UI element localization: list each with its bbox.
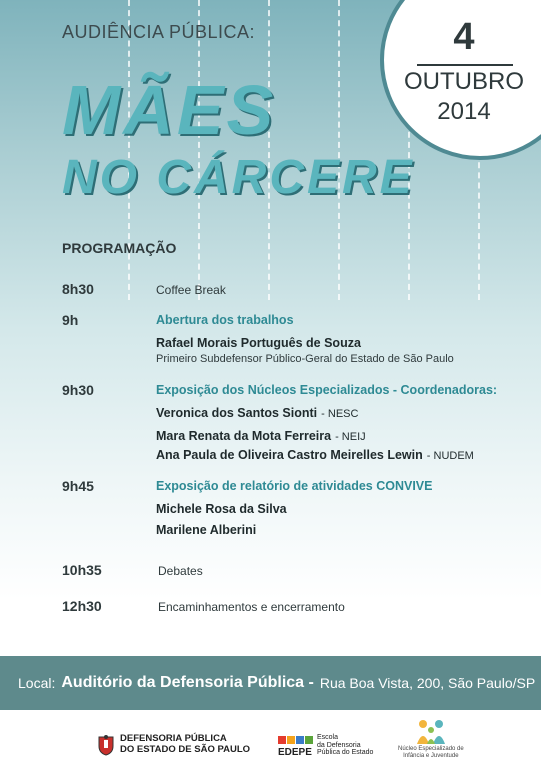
- program-time: 9h30: [62, 382, 94, 398]
- event-title-line2: NO CÁRCERE: [62, 151, 415, 204]
- program-time: 10h35: [62, 562, 102, 578]
- sponsor-footer: [0, 712, 541, 768]
- location-label: Local:: [18, 675, 56, 691]
- program-time: 9h45: [62, 478, 94, 494]
- speaker-org: - NESC: [321, 408, 359, 420]
- event-title-line1: MÃES: [62, 71, 277, 149]
- family-figures-icon: [413, 716, 449, 746]
- speaker-name: Michele Rosa da Silva: [156, 502, 287, 516]
- speaker-name: Rafael Morais Português de Souza: [156, 336, 361, 350]
- date-day: 4: [453, 16, 475, 58]
- speaker-name: Ana Paula de Oliveira Castro Meirelles Lewin - NUDEM: [156, 448, 474, 462]
- edepe-logo: [278, 734, 373, 757]
- date-month: OUTUBRO: [404, 68, 524, 95]
- edepe-text: Escola da Defensoria Pública do Estado: [317, 734, 374, 757]
- program-time: 12h30: [62, 598, 102, 614]
- coat-of-arms-icon: [96, 734, 116, 756]
- speaker-name: Marilene Alberini: [156, 523, 257, 537]
- location-address: Rua Boa Vista, 200, São Paulo/SP: [319, 675, 536, 691]
- program-title: Debates: [158, 564, 203, 578]
- dpe-text: DEFENSORIA PÚBLICA DO ESTADO DE SÃO PAULO: [120, 733, 251, 755]
- speaker-role: Primeiro Subdefensor Público-Geral do Estado de São Paulo: [156, 353, 454, 365]
- program-time: 9h: [62, 312, 79, 328]
- speaker-name: Mara Renata da Mota Ferreira - NEIJ: [156, 429, 366, 443]
- nucleo-text: Núcleo Especializado de Infância e Juventude: [398, 746, 464, 759]
- location-venue: Auditório da Defensoria Pública -: [61, 674, 314, 691]
- edepe-wordmark: EDEPE: [278, 746, 312, 756]
- event-type-label: AUDIÊNCIA PÚBLICA:: [62, 22, 256, 42]
- date-year: 2014: [437, 98, 491, 125]
- dpe-logo: [96, 734, 250, 756]
- program-heading: PROGRAMAÇÃO: [62, 240, 177, 256]
- location-band: [0, 656, 541, 710]
- program-title: Exposição dos Núcleos Especializados - Coordenadoras:: [156, 383, 498, 397]
- program-title: Abertura dos trabalhos: [156, 313, 294, 327]
- program-time: 8h30: [62, 281, 94, 297]
- edepe-icon: [278, 736, 314, 756]
- speaker-name: Veronica dos Santos Sionti - NESC: [156, 406, 359, 420]
- date-divider: [417, 64, 513, 66]
- speaker-org: - NEIJ: [335, 431, 366, 443]
- program-title: Encaminhamentos e encerramento: [158, 600, 345, 614]
- program-title: Coffee Break: [156, 283, 226, 297]
- program-title: Exposição de relatório de atividades CONVIVE: [156, 479, 433, 493]
- speaker-org: - NUDEM: [426, 450, 474, 462]
- nucleo-logo: [398, 716, 464, 759]
- date-badge: [380, 0, 541, 160]
